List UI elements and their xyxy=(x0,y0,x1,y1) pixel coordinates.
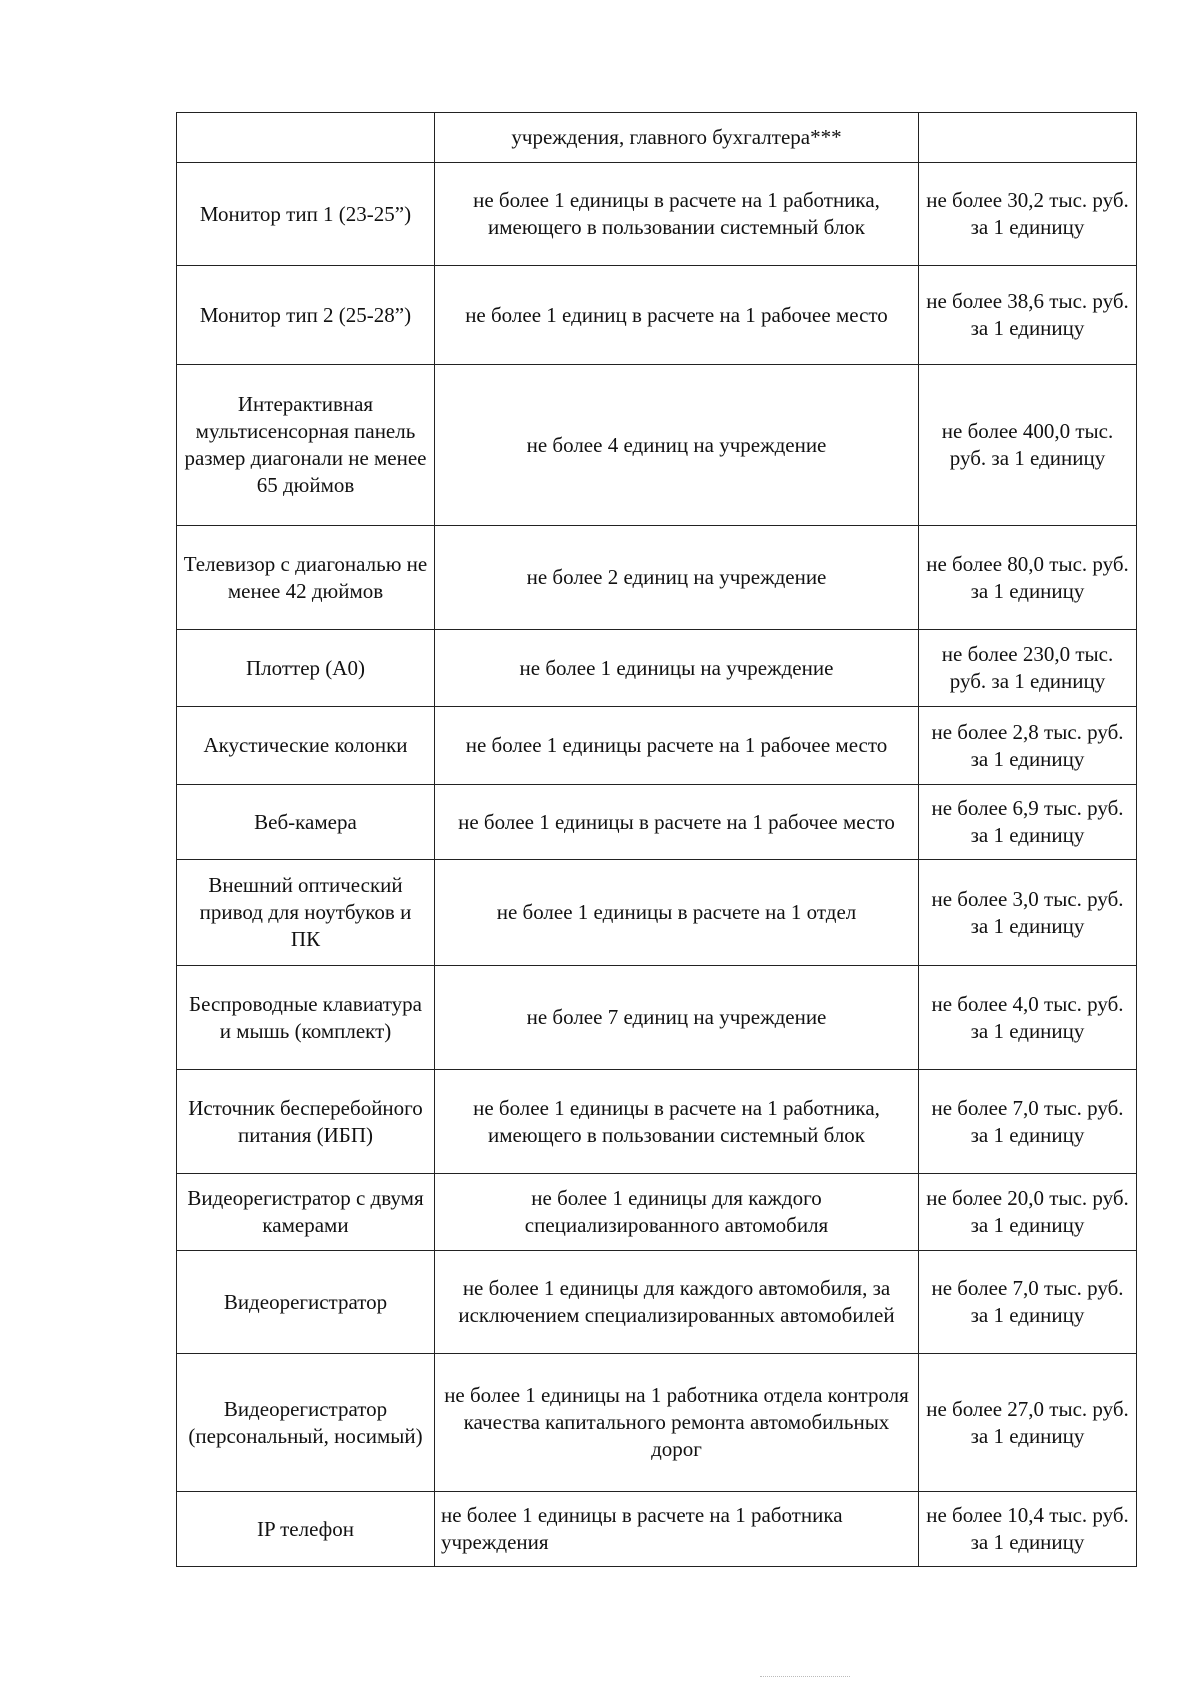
norm-cell: не более 7 единиц на учреждение xyxy=(435,966,919,1070)
table-row xyxy=(177,707,1137,785)
price-cell: не более 38,6 тыс. руб. за 1 единицу xyxy=(919,266,1137,365)
table-row xyxy=(177,785,1137,860)
item-name-cell: Видеорегистратор с двумя камерами xyxy=(177,1174,435,1251)
norm-cell: не более 1 единицы в расчете на 1 работника, имеющего в пользовании системный блок xyxy=(435,163,919,266)
item-name-cell: Монитор тип 1 (23-25”) xyxy=(177,163,435,266)
price-cell: не более 2,8 тыс. руб. за 1 единицу xyxy=(919,707,1137,785)
item-name-cell: Телевизор с диагональю не менее 42 дюймов xyxy=(177,526,435,630)
norm-cell: не более 1 единицы в расчете на 1 работника учреждения xyxy=(435,1492,919,1567)
item-name-cell: Веб-камера xyxy=(177,785,435,860)
item-name-cell: Внешний оптический привод для ноутбуков и ПК xyxy=(177,860,435,966)
item-name-cell: Беспроводные клавиатура и мышь (комплект) xyxy=(177,966,435,1070)
norm-cell: не более 1 единиц в расчете на 1 рабочее место xyxy=(435,266,919,365)
norm-cell: не более 1 единицы на 1 работника отдела контроля качества капитального ремонта автомобильных дорог xyxy=(435,1354,919,1492)
table-row xyxy=(177,860,1137,966)
norm-cell: не более 1 единицы на учреждение xyxy=(435,630,919,707)
item-name-cell: Монитор тип 2 (25-28”) xyxy=(177,266,435,365)
price-cell: не более 27,0 тыс. руб. за 1 единицу xyxy=(919,1354,1137,1492)
item-name-cell: Источник бесперебойного питания (ИБП) xyxy=(177,1070,435,1174)
price-cell: не более 230,0 тыс. руб. за 1 единицу xyxy=(919,630,1137,707)
norm-cell: не более 1 единицы для каждого автомобиля, за исключением специализированных автомобилей xyxy=(435,1251,919,1354)
table-row xyxy=(177,266,1137,365)
table-row xyxy=(177,365,1137,526)
table-row xyxy=(177,113,1137,163)
item-name-cell: Плоттер (А0) xyxy=(177,630,435,707)
price-cell: не более 20,0 тыс. руб. за 1 единицу xyxy=(919,1174,1137,1251)
norm-cell: не более 1 единицы для каждого специализированного автомобиля xyxy=(435,1174,919,1251)
norm-cell: не более 2 единиц на учреждение xyxy=(435,526,919,630)
item-name-cell xyxy=(177,113,435,163)
norm-cell: не более 1 единицы в расчете на 1 отдел xyxy=(435,860,919,966)
item-name-cell: IP телефон xyxy=(177,1492,435,1567)
table-row xyxy=(177,1251,1137,1354)
price-cell: не более 3,0 тыс. руб. за 1 единицу xyxy=(919,860,1137,966)
item-name-cell: Интерактивная мультисенсорная панель размер диагонали не менее 65 дюймов xyxy=(177,365,435,526)
table-row xyxy=(177,966,1137,1070)
price-cell: не более 7,0 тыс. руб. за 1 единицу xyxy=(919,1251,1137,1354)
price-cell: не более 10,4 тыс. руб. за 1 единицу xyxy=(919,1492,1137,1567)
equipment-norms-table xyxy=(176,112,1137,1567)
table-row xyxy=(177,1174,1137,1251)
norm-cell: не более 4 единиц на учреждение xyxy=(435,365,919,526)
norm-cell: учреждения, главного бухгалтера*** xyxy=(435,113,919,163)
price-cell: не более 4,0 тыс. руб. за 1 единицу xyxy=(919,966,1137,1070)
table-row xyxy=(177,1070,1137,1174)
price-cell xyxy=(919,113,1137,163)
norm-cell: не более 1 единицы расчете на 1 рабочее место xyxy=(435,707,919,785)
table-row xyxy=(177,526,1137,630)
item-name-cell: Видеорегистратор xyxy=(177,1251,435,1354)
price-cell: не более 6,9 тыс. руб. за 1 единицу xyxy=(919,785,1137,860)
norm-cell: не более 1 единицы в расчете на 1 рабочее место xyxy=(435,785,919,860)
price-cell: не более 80,0 тыс. руб. за 1 единицу xyxy=(919,526,1137,630)
item-name-cell: Акустические колонки xyxy=(177,707,435,785)
table-row xyxy=(177,630,1137,707)
price-cell: не более 30,2 тыс. руб. за 1 единицу xyxy=(919,163,1137,266)
table-row xyxy=(177,163,1137,266)
table-row xyxy=(177,1492,1137,1567)
price-cell: не более 7,0 тыс. руб. за 1 единицу xyxy=(919,1070,1137,1174)
norm-cell: не более 1 единицы в расчете на 1 работника, имеющего в пользовании системный блок xyxy=(435,1070,919,1174)
item-name-cell: Видеорегистратор (персональный, носимый) xyxy=(177,1354,435,1492)
page-footer-mark xyxy=(760,1676,850,1680)
table-row xyxy=(177,1354,1137,1492)
price-cell: не более 400,0 тыс. руб. за 1 единицу xyxy=(919,365,1137,526)
